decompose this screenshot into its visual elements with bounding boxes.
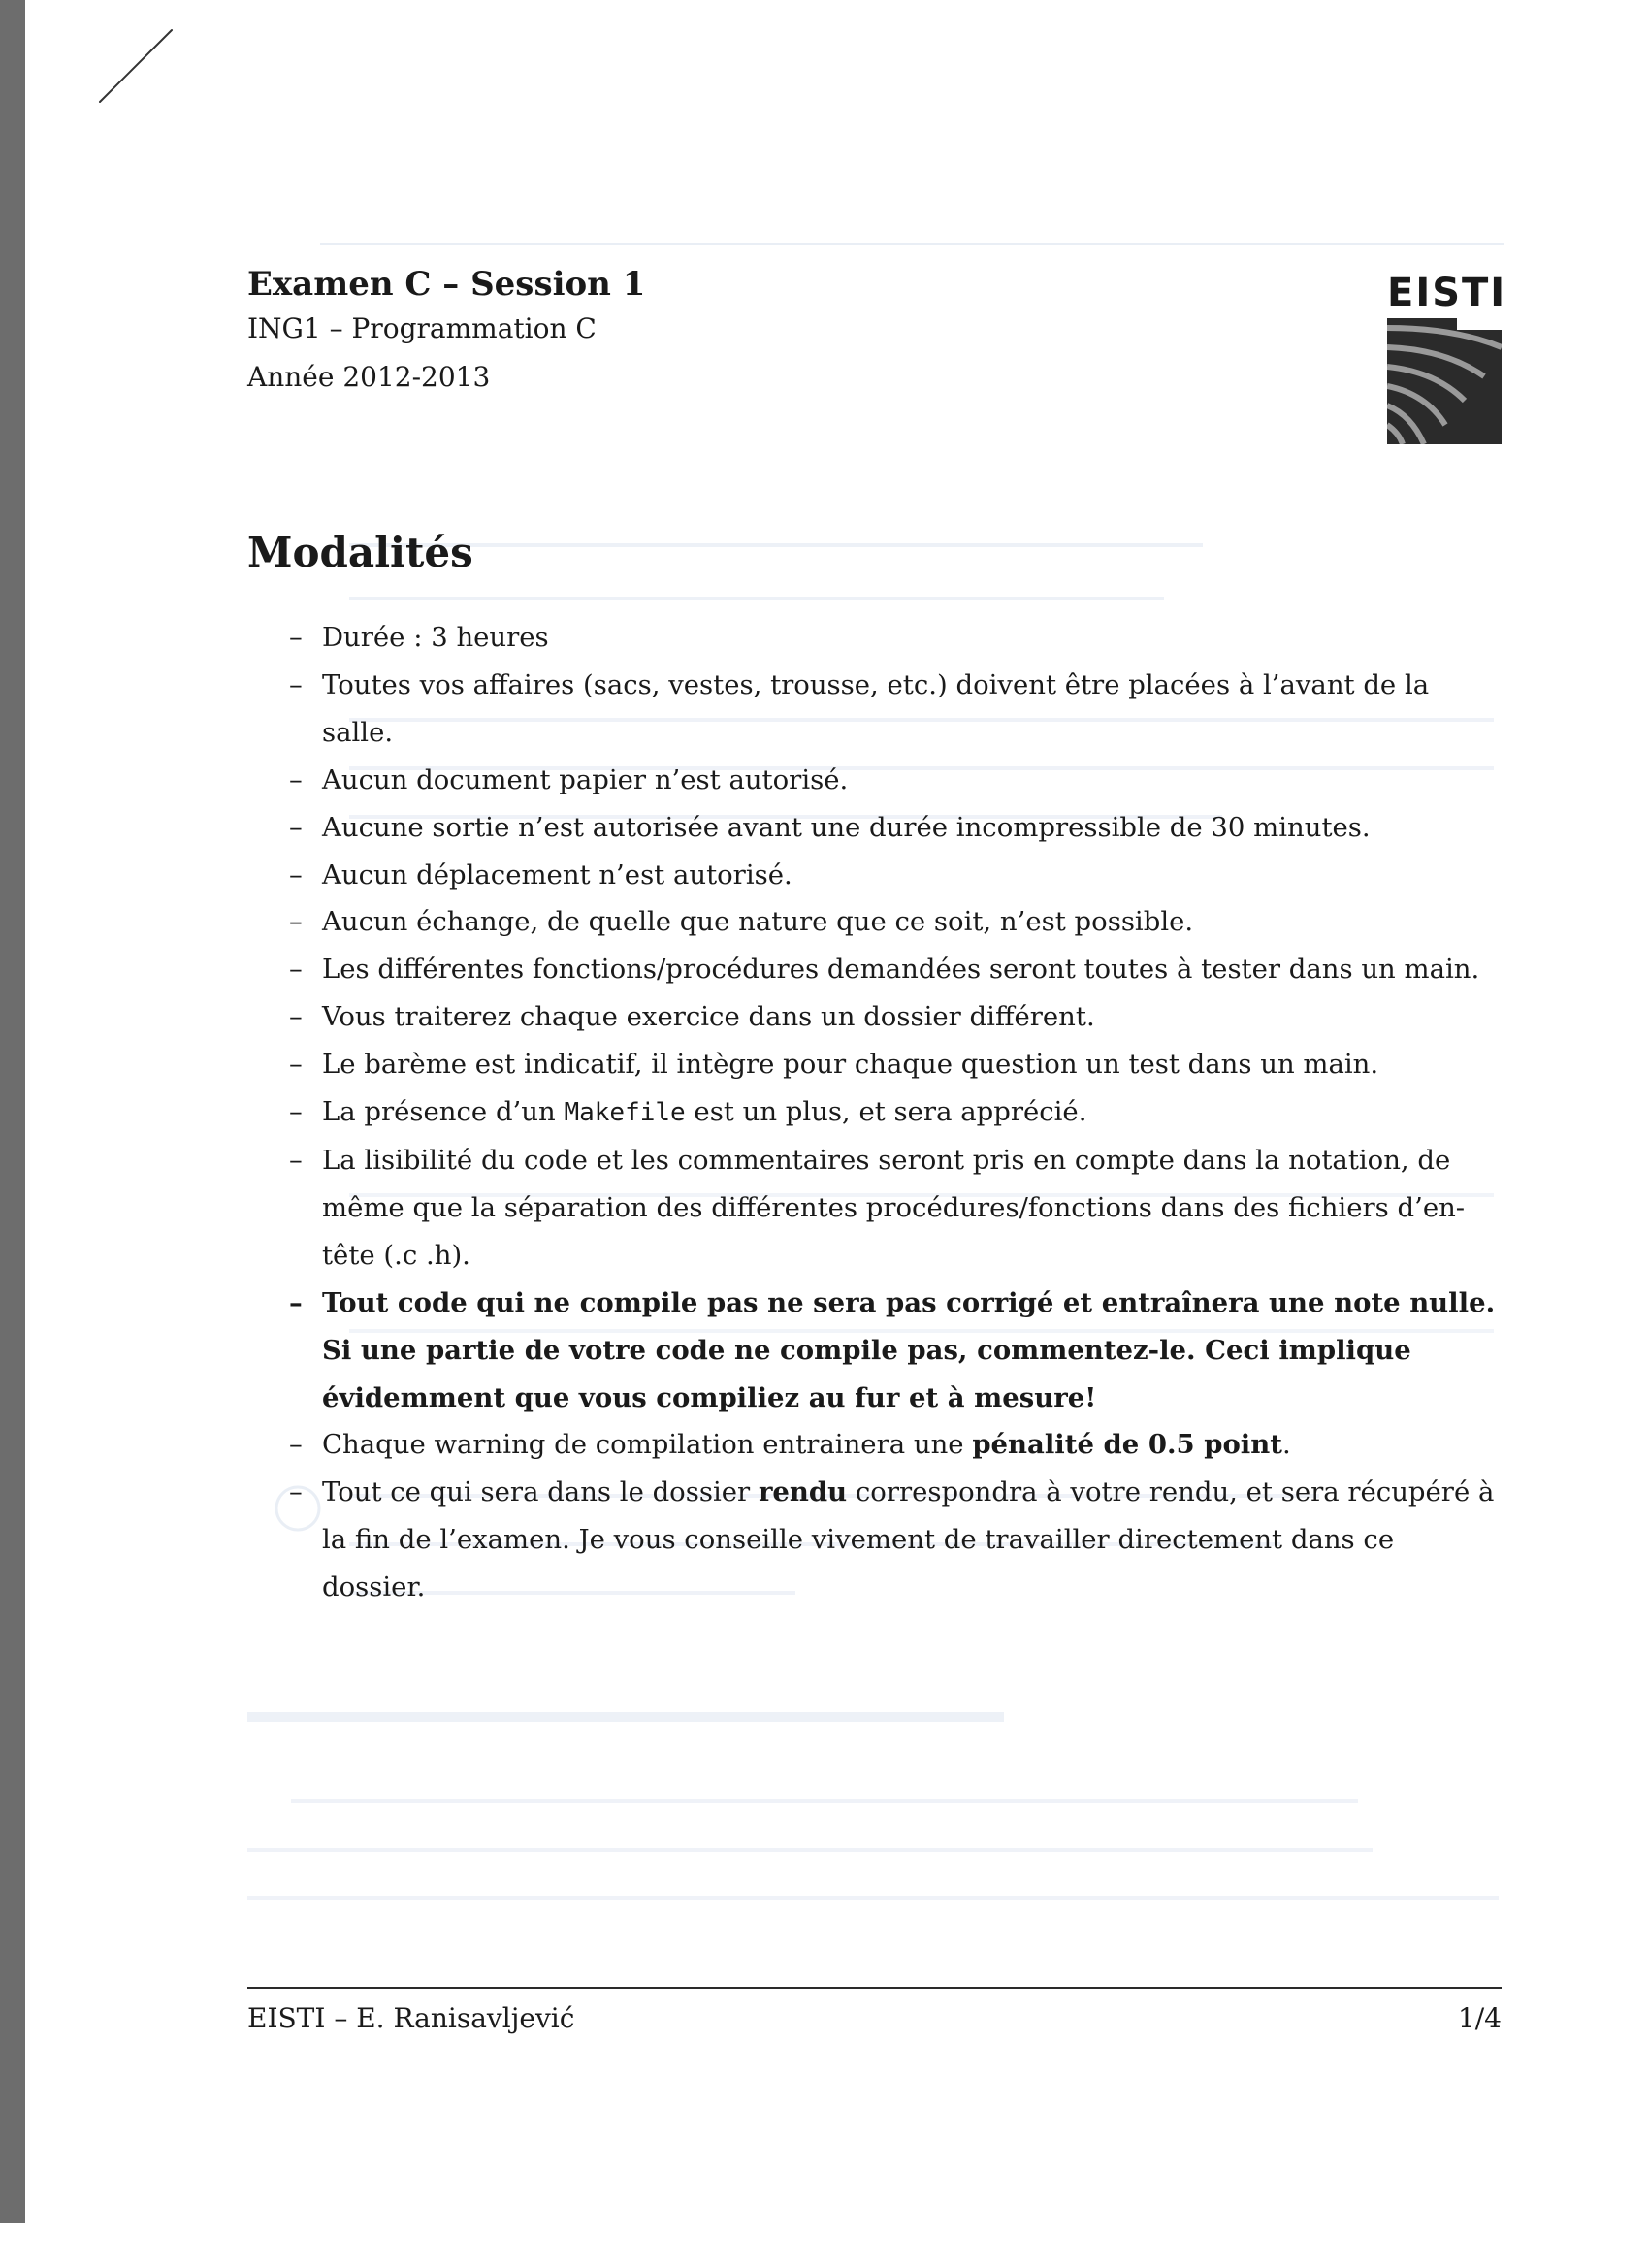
list-item: – Les différentes fonctions/procédures demandées seront toutes à tester dans un main. xyxy=(289,954,1480,986)
rule-text-prefix: Chaque warning de compilation entrainera une xyxy=(322,1429,973,1461)
logo-mark-icon xyxy=(1387,318,1502,444)
list-item: – La lisibilité du code et les commentaires seront pris en compte dans la notation, de même que la séparation des différentes procédures/fonctions dans des fichiers d’en-tête (.c .h). xyxy=(289,1144,1466,1271)
rendu-emphasis: rendu xyxy=(758,1476,848,1508)
academic-year: Année 2012-2013 xyxy=(247,361,491,393)
page-number: 1/4 xyxy=(1457,2002,1502,2034)
rule-text: Le barème est indicatif, il intègre pour chaque question un test dans un main. xyxy=(322,1049,1379,1081)
course-name: ING1 – Programmation C xyxy=(247,312,597,344)
rule-text-prefix: La présence d’un xyxy=(322,1096,565,1128)
rule-text: Toutes vos affaires (sacs, vestes, trousse, etc.) doivent être placées à l’avant de la salle. xyxy=(322,668,1430,748)
list-item: – Toutes vos affaires (sacs, vestes, trousse, etc.) doivent être placées à l’avant de la salle. xyxy=(289,668,1430,748)
list-item: – Aucune sortie n’est autorisée avant une durée incompressible de 30 minutes. xyxy=(289,811,1371,843)
eisti-logo xyxy=(1387,271,1507,444)
rule-text: Aucun déplacement n’est autorisé. xyxy=(322,859,792,891)
list-item: – Durée : 3 heures xyxy=(289,622,549,653)
exam-title: Examen C – Session 1 xyxy=(247,265,646,304)
list-item: – Vous traiterez chaque exercice dans un dossier différent. xyxy=(289,1001,1095,1033)
rules-list xyxy=(289,614,1502,1611)
rule-text: La lisibilité du code et les commentaires seront pris en compte dans la notation, de même que la séparation des différentes procédures/fonctions dans des fichiers d’en-tête (.c .h). xyxy=(322,1144,1466,1271)
logo-text: EISTI xyxy=(1387,271,1507,315)
rule-text: Tout code qui ne compile pas ne sera pas corrigé et entraînera une note nulle. Si une partie de votre code ne compile pas, commentez-le. Ceci implique évidemment que vous compiliez au fur et à mesure! xyxy=(322,1286,1496,1413)
rule-text: Vous traiterez chaque exercice dans un dossier différent. xyxy=(322,1001,1095,1033)
rule-text: Durée : 3 heures xyxy=(322,622,549,653)
rule-text: Les différentes fonctions/procédures demandées seront toutes à tester dans un main. xyxy=(322,954,1480,986)
rule-text: Aucune sortie n’est autorisée avant une durée incompressible de 30 minutes. xyxy=(322,811,1371,843)
rule-text-prefix: Tout ce qui sera dans le dossier xyxy=(322,1476,759,1508)
rule-text-suffix: correspondra à votre rendu, et sera récupéré à la fin de l’examen. Je vous conseille vivement de travailler directement dans ce dossier. xyxy=(322,1476,1495,1604)
list-item-bold: – Tout code qui ne compile pas ne sera pas corrigé et entraînera une note nulle. Si une partie de votre code ne compile pas, commentez-le. Ceci implique évidemment que vous compiliez au fur et à mesure! xyxy=(289,1286,1496,1413)
rule-text-suffix: . xyxy=(1281,1429,1291,1461)
document-header xyxy=(247,264,1499,402)
list-item: – Le barème est indicatif, il intègre pour chaque question un test dans un main. xyxy=(289,1049,1379,1081)
list-item: – Tout ce qui sera dans le dossier rendu correspondra à votre rendu, et sera récupéré à la fin de l’examen. Je vous conseille vivement de travailler directement dans ce dossier. xyxy=(289,1476,1495,1604)
penalty-emphasis: pénalité de 0.5 point xyxy=(972,1429,1282,1461)
footer-divider xyxy=(247,1987,1502,1989)
rule-text: Aucun échange, de quelle que nature que ce soit, n’est possible. xyxy=(322,906,1194,938)
makefile-code: Makefile xyxy=(564,1098,686,1128)
rule-text: Aucun document papier n’est autorisé. xyxy=(322,763,849,795)
list-item: – Aucun échange, de quelle que nature que ce soit, n’est possible. xyxy=(289,906,1194,938)
list-item: – Aucun document papier n’est autorisé. xyxy=(289,763,849,795)
section-title: Modalités xyxy=(247,529,473,576)
list-item: – Chaque warning de compilation entrainera une pénalité de 0.5 point. xyxy=(289,1429,1291,1461)
list-item: – Aucun déplacement n’est autorisé. xyxy=(289,859,792,891)
footer-author: EISTI – E. Ranisavljević xyxy=(247,2002,575,2034)
rule-text-suffix: est un plus, et sera apprécié. xyxy=(685,1096,1087,1128)
list-item: – La présence d’un Makefile est un plus, et sera apprécié. xyxy=(289,1096,1087,1128)
